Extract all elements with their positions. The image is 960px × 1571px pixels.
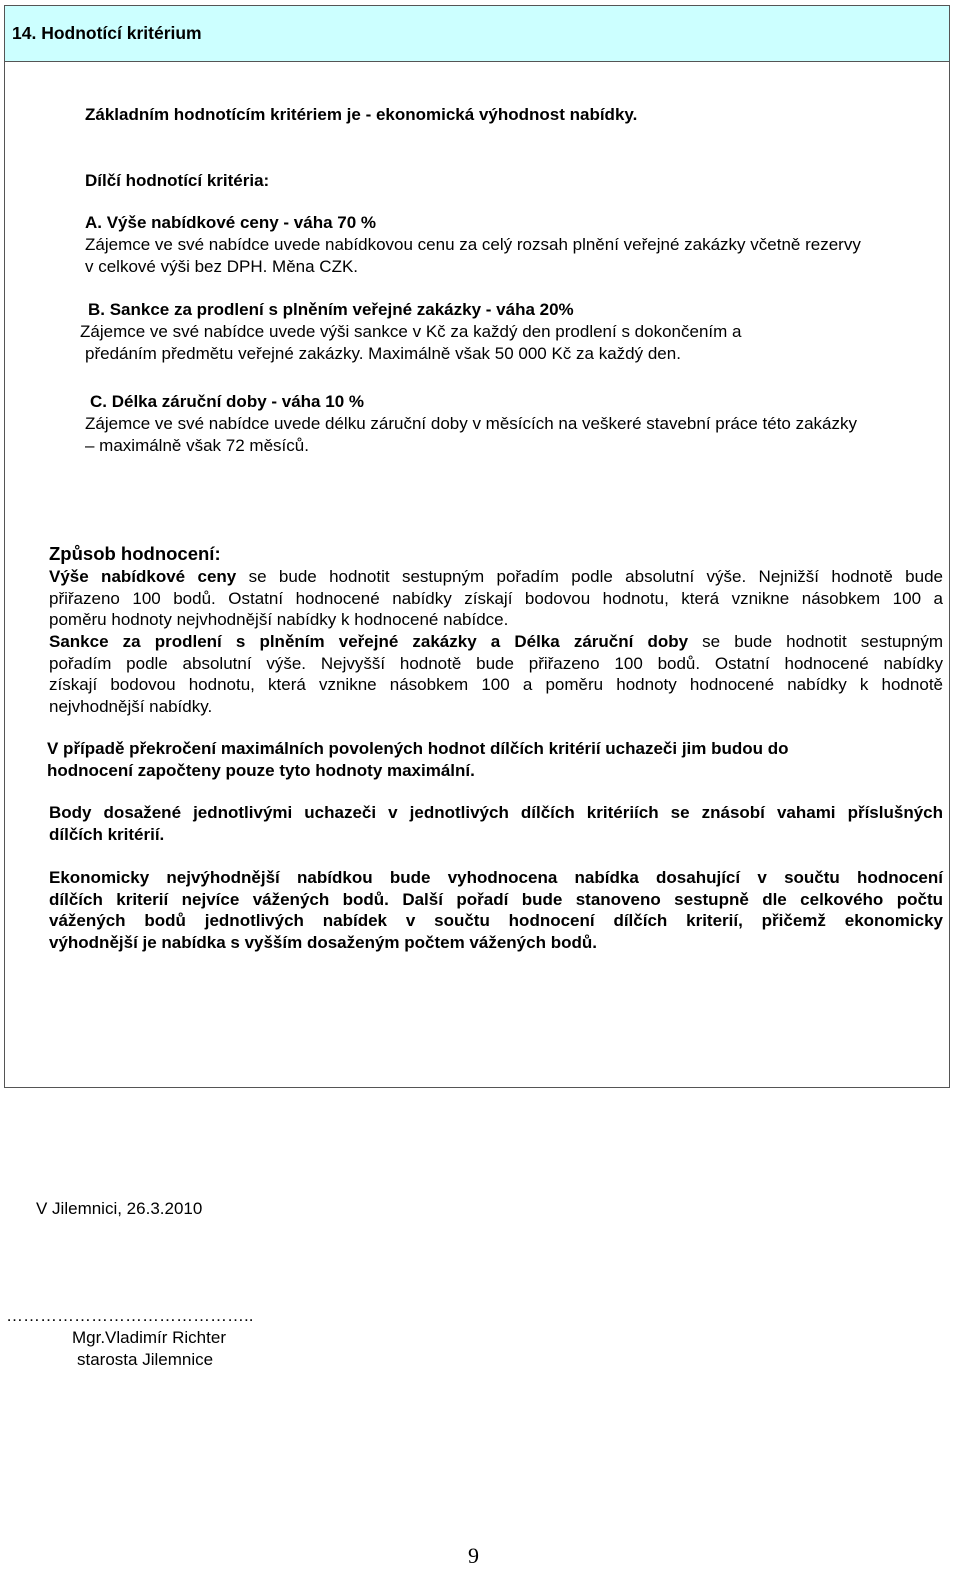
signer-name: Mgr.Vladimír Richter bbox=[72, 1328, 226, 1347]
evaluation-paragraph-price bbox=[49, 566, 943, 631]
note-most-advantageous bbox=[49, 867, 943, 953]
criterion-a-line: Zájemce ve své nabídce uvede nabídkovou cenu za celý rozsah plnění veřejné zakázky včetně rezervy bbox=[85, 235, 861, 254]
evaluation-heading: Způsob hodnocení: bbox=[49, 543, 221, 564]
criterion-c-line: Zájemce ve své nabídce uvede délku záruční doby v měsících na veškeré stavební práce této zakázky bbox=[85, 414, 858, 433]
signer-role: starosta Jilemnice bbox=[77, 1350, 214, 1369]
note-max-values bbox=[47, 738, 789, 781]
penalty-text: získají bodovou hodnotu, která vznikne násobkem 100 a poměru hodnoty hodnocené nabídky k hodnotě bbox=[49, 675, 943, 695]
penalty-text: pořadím podle absolutní výše. Nejvyšší hodnotě bude přiřazeno 100 bodů. Ostatní hodnocené nabídky bbox=[49, 653, 943, 673]
price-text: poměru hodnoty nejvhodnější nabídky k hodnocené nabídce. bbox=[49, 610, 509, 630]
penalty-text: nejvhodnější nabídky. bbox=[49, 696, 213, 716]
criterion-a-title: A. Výše nabídkové ceny - váha 70 % bbox=[85, 213, 377, 232]
penalty-bold-label: Sankce za prodlení s plněním veřejné zakázky a Délka záruční doby bbox=[49, 632, 689, 651]
note-line: dílčích kriterií nejvíce vážených bodů. Další pořadí bude stanoveno sestupně dle celkového počtu bbox=[49, 889, 943, 909]
note-line: Ekonomicky nejvýhodnější nabídkou bude vyhodnocena nabídka dosahující v součtu hodnocení bbox=[49, 868, 943, 887]
evaluation-paragraph-penalty bbox=[49, 631, 943, 717]
price-bold-label: Výše nabídkové ceny bbox=[49, 567, 237, 586]
note-line: hodnocení započteny pouze tyto hodnoty maximální. bbox=[47, 760, 475, 780]
note-weights bbox=[49, 802, 943, 845]
signature-line: …………………………………….. bbox=[6, 1306, 254, 1325]
price-text: se bude hodnotit sestupným pořadím podle absolutní výše. Nejnižší hodnotě bude bbox=[236, 567, 943, 586]
note-line: dílčích kritérií. bbox=[49, 824, 165, 844]
criterion-a-line: v celkové výši bez DPH. Měna CZK. bbox=[85, 257, 359, 276]
note-line: vážených bodů jednotlivých nabídek v součtu hodnocení dílčích kriterií, přičemž ekonomicky bbox=[49, 911, 943, 931]
criterion-c-line: – maximálně však 72 měsíců. bbox=[85, 436, 309, 455]
note-line: V případě překročení maximálních povolených hodnot dílčích kritérií uchazeči jim budou do bbox=[47, 739, 789, 758]
note-line: Body dosažené jednotlivými uchazeči v jednotlivých dílčích kritériích se znásobí vahami příslušných bbox=[49, 803, 943, 822]
place-date: V Jilemnici, 26.3.2010 bbox=[36, 1199, 203, 1218]
criterion-b-line: Zájemce ve své nabídce uvede výši sankce v Kč za každý den prodlení s dokončením a bbox=[80, 322, 742, 341]
criterion-c-title: C. Délka záruční doby - váha 10 % bbox=[90, 392, 364, 411]
note-line: výhodnější je nabídka s vyšším dosaženým počtem vážených bodů. bbox=[49, 932, 597, 952]
section-title: 14. Hodnotící kritérium bbox=[5, 6, 949, 62]
criterion-b-line: předáním předmětu veřejné zakázky. Maximálně však 50 000 Kč za každý den. bbox=[85, 344, 681, 363]
price-text: přiřazeno 100 bodů. Ostatní hodnocené nabídky získají bodovou hodnotu, která vznikne násobkem 100 a bbox=[49, 588, 943, 608]
criterion-b-title: B. Sankce za prodlení s plněním veřejné zakázky - váha 20% bbox=[88, 300, 574, 319]
penalty-text: se bude hodnotit sestupným bbox=[688, 632, 943, 651]
page-number: 9 bbox=[468, 1543, 479, 1568]
subcriteria-heading: Dílčí hodnotící kritéria: bbox=[85, 171, 270, 190]
intro-text: Základním hodnotícím kritériem je - ekonomická výhodnost nabídky. bbox=[85, 105, 638, 124]
